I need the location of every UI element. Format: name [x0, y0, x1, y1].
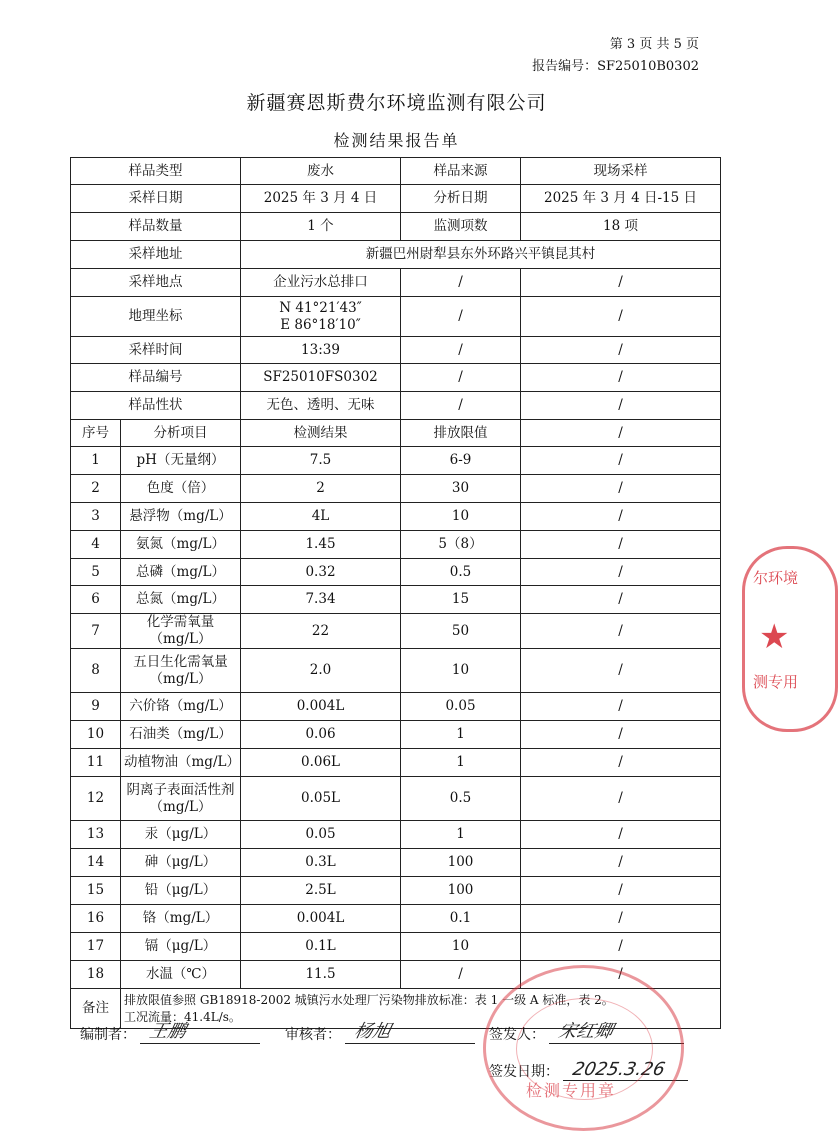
editor-signature-line [140, 1023, 260, 1044]
item-extra: / [521, 749, 721, 777]
item-extra: / [521, 777, 721, 821]
table-row [71, 877, 721, 905]
table-row [71, 933, 721, 961]
item-no: 7 [71, 614, 121, 649]
item-name: 阴离子表面活性剂 （mg/L） [121, 777, 241, 821]
sample-count-label: 样品数量 [71, 213, 241, 241]
sample-row-value: / [401, 269, 521, 297]
analysis-date-value: 2025 年 3 月 4 日-15 日 [521, 185, 721, 213]
info-row [71, 241, 721, 269]
item-result: 0.06L [241, 749, 401, 777]
item-no: 14 [71, 849, 121, 877]
sample-type-value: 废水 [241, 158, 401, 185]
item-name: 化学需氧量（mg/L） [121, 614, 241, 649]
item-name: 总磷（mg/L） [121, 559, 241, 586]
sampling-date-label: 采样日期 [71, 185, 241, 213]
item-name: 砷（μg/L） [121, 849, 241, 877]
sample-row-value: / [401, 337, 521, 364]
item-extra: / [521, 877, 721, 905]
items-count-value: 18 项 [521, 213, 721, 241]
item-extra: / [521, 586, 721, 614]
header-no: 序号 [71, 420, 121, 447]
item-limit: 50 [401, 614, 521, 649]
item-no: 13 [71, 821, 121, 849]
item-no: 12 [71, 777, 121, 821]
item-name: 镉（μg/L） [121, 933, 241, 961]
item-result: 7.34 [241, 586, 401, 614]
page-number: 第 3 页 共 5 页 [609, 37, 699, 52]
sample-type-label: 样品类型 [71, 158, 241, 185]
side-seal [742, 546, 838, 732]
info-row [71, 158, 721, 185]
table-row [71, 447, 721, 475]
sample-row-value: / [401, 297, 521, 337]
item-result: 0.05 [241, 821, 401, 849]
item-limit: 6-9 [401, 447, 521, 475]
table-row [71, 649, 721, 693]
sample-row-value: / [521, 364, 721, 392]
item-limit: 10 [401, 649, 521, 693]
item-result: 0.05L [241, 777, 401, 821]
item-extra: / [521, 531, 721, 559]
item-limit: 1 [401, 749, 521, 777]
sample-row-label: 样品编号 [71, 364, 241, 392]
note-label: 备注 [71, 989, 121, 1029]
table-row [71, 749, 721, 777]
item-no: 10 [71, 721, 121, 749]
sample-row-value: / [521, 392, 721, 420]
sample-row-value: / [401, 364, 521, 392]
sample-row-value: / [401, 392, 521, 420]
sample-row-label: 地理坐标 [71, 297, 241, 337]
header-extra: / [521, 420, 721, 447]
item-result: 4L [241, 503, 401, 531]
editor-label: 编制者： [80, 1027, 136, 1043]
table-row [71, 559, 721, 586]
item-result: 0.3L [241, 849, 401, 877]
item-limit: 1 [401, 821, 521, 849]
item-limit: 10 [401, 503, 521, 531]
item-extra: / [521, 559, 721, 586]
reviewer-signature: 杨旭 [352, 1021, 394, 1042]
table-row [71, 475, 721, 503]
table-row [71, 777, 721, 821]
item-extra: / [521, 821, 721, 849]
item-limit: 0.5 [401, 777, 521, 821]
items-count-label: 监测项数 [401, 213, 521, 241]
item-limit: 30 [401, 475, 521, 503]
item-name: 铬（mg/L） [121, 905, 241, 933]
item-limit: / [401, 961, 521, 989]
source-value: 现场采样 [521, 158, 721, 185]
sample-row-value: / [521, 269, 721, 297]
official-seal [483, 965, 684, 1131]
item-no: 5 [71, 559, 121, 586]
sampling-date-value: 2025 年 3 月 4 日 [241, 185, 401, 213]
item-extra: / [521, 693, 721, 721]
table-row [71, 531, 721, 559]
item-no: 18 [71, 961, 121, 989]
sample-row [71, 297, 721, 337]
item-result: 0.004L [241, 905, 401, 933]
item-no: 15 [71, 877, 121, 905]
item-extra: / [521, 503, 721, 531]
side-seal-text-top: 尔环境 [753, 569, 799, 587]
reviewer-label: 审核者： [285, 1027, 341, 1043]
item-extra: / [521, 905, 721, 933]
item-no: 2 [71, 475, 121, 503]
header-item: 分析项目 [121, 420, 241, 447]
item-no: 4 [71, 531, 121, 559]
item-name: 悬浮物（mg/L） [121, 503, 241, 531]
sample-count-value: 1 个 [241, 213, 401, 241]
sample-row-label: 样品性状 [71, 392, 241, 420]
item-extra: / [521, 721, 721, 749]
table-row [71, 614, 721, 649]
item-extra: / [521, 649, 721, 693]
sample-row [71, 392, 721, 420]
item-name: 五日生化需氧量 （mg/L） [121, 649, 241, 693]
item-name: 氨氮（mg/L） [121, 531, 241, 559]
sample-row-value: / [521, 297, 721, 337]
item-name: 汞（μg/L） [121, 821, 241, 849]
item-result: 0.004L [241, 693, 401, 721]
source-label: 样品来源 [401, 158, 521, 185]
latitude: N 41°21′43″ [279, 299, 362, 316]
info-row [71, 185, 721, 213]
analysis-date-label: 分析日期 [401, 185, 521, 213]
item-result: 0.32 [241, 559, 401, 586]
reviewer-signature-line [345, 1023, 475, 1044]
sample-row [71, 269, 721, 297]
reviewer-signature-block [285, 1023, 475, 1044]
item-name: 六价铬（mg/L） [121, 693, 241, 721]
note-line: 排放限值参照 GB18918-2002 城镇污水处理厂污染物排放标准：表 1 一级 A 标准，表 2。 [124, 992, 614, 1007]
table-row [71, 821, 721, 849]
sample-row-value: 企业污水总排口 [241, 269, 401, 297]
sample-row [71, 337, 721, 364]
item-extra: / [521, 849, 721, 877]
item-result: 2.0 [241, 649, 401, 693]
item-no: 9 [71, 693, 121, 721]
issuer-label: 签发人： [489, 1027, 545, 1043]
item-extra: / [521, 933, 721, 961]
item-no: 16 [71, 905, 121, 933]
company-name: 新疆赛恩斯费尔环境监测有限公司 [246, 92, 547, 114]
editor-signature: 王鹏 [147, 1021, 189, 1042]
item-result: 7.5 [241, 447, 401, 475]
item-result: 2.5L [241, 877, 401, 905]
item-result: 1.45 [241, 531, 401, 559]
item-limit: 10 [401, 933, 521, 961]
editor-signature-block [80, 1023, 260, 1044]
table-row [71, 721, 721, 749]
sample-row-value: / [521, 337, 721, 364]
item-limit: 15 [401, 586, 521, 614]
longitude: E 86°18′10″ [280, 316, 361, 333]
item-name: 水温（℃） [121, 961, 241, 989]
seal-text: 检测专用章 [526, 1081, 617, 1100]
item-name: 总氮（mg/L） [121, 586, 241, 614]
item-extra: / [521, 961, 721, 989]
item-no: 3 [71, 503, 121, 531]
address-value: 新疆巴州尉犁县东外环路兴平镇昆其村 [241, 241, 721, 269]
coordinates-value [241, 297, 401, 337]
item-limit: 0.05 [401, 693, 521, 721]
address-label: 采样地址 [71, 241, 241, 269]
item-name: 铅（μg/L） [121, 877, 241, 905]
document-title: 检测结果报告单 [333, 131, 460, 150]
item-limit: 100 [401, 849, 521, 877]
item-name: 石油类（mg/L） [121, 721, 241, 749]
item-limit: 1 [401, 721, 521, 749]
results-header-row [71, 420, 721, 447]
item-result: 0.06 [241, 721, 401, 749]
table-row [71, 905, 721, 933]
item-no: 6 [71, 586, 121, 614]
sample-row-label: 采样时间 [71, 337, 241, 364]
sample-row-label: 采样地点 [71, 269, 241, 297]
side-seal-text-bottom: 测专用 [753, 673, 799, 691]
item-extra: / [521, 614, 721, 649]
page-info [532, 34, 699, 78]
item-result: 2 [241, 475, 401, 503]
item-limit: 5（8） [401, 531, 521, 559]
item-no: 11 [71, 749, 121, 777]
header-result: 检测结果 [241, 420, 401, 447]
item-result: 11.5 [241, 961, 401, 989]
report-number: 报告编号：SF25010B0302 [532, 59, 699, 74]
issue-date-label: 签发日期： [489, 1064, 559, 1080]
table-row [71, 849, 721, 877]
table-row [71, 693, 721, 721]
item-no: 17 [71, 933, 121, 961]
sample-row [71, 364, 721, 392]
sample-row-value: 无色、透明、无味 [241, 392, 401, 420]
note-line: 工况流量：41.4L/s。 [124, 1009, 241, 1024]
item-name: 动植物油（mg/L） [121, 749, 241, 777]
item-limit: 100 [401, 877, 521, 905]
sample-row-value: 13:39 [241, 337, 401, 364]
item-no: 1 [71, 447, 121, 475]
item-no: 8 [71, 649, 121, 693]
issuer-signature: 宋红卿 [556, 1021, 616, 1042]
star-icon: ★ [759, 617, 790, 657]
info-row [71, 213, 721, 241]
item-extra: / [521, 475, 721, 503]
item-limit: 0.5 [401, 559, 521, 586]
table-row [71, 503, 721, 531]
item-limit: 0.1 [401, 905, 521, 933]
report-table [70, 157, 721, 1029]
item-extra: / [521, 447, 721, 475]
header-limit: 排放限值 [401, 420, 521, 447]
item-result: 0.1L [241, 933, 401, 961]
item-name: 色度（倍） [121, 475, 241, 503]
item-name: pH（无量纲） [121, 447, 241, 475]
issue-date-signature: 2025.3.26 [571, 1059, 668, 1080]
table-row [71, 586, 721, 614]
sample-row-value: SF25010FS0302 [241, 364, 401, 392]
item-result: 22 [241, 614, 401, 649]
